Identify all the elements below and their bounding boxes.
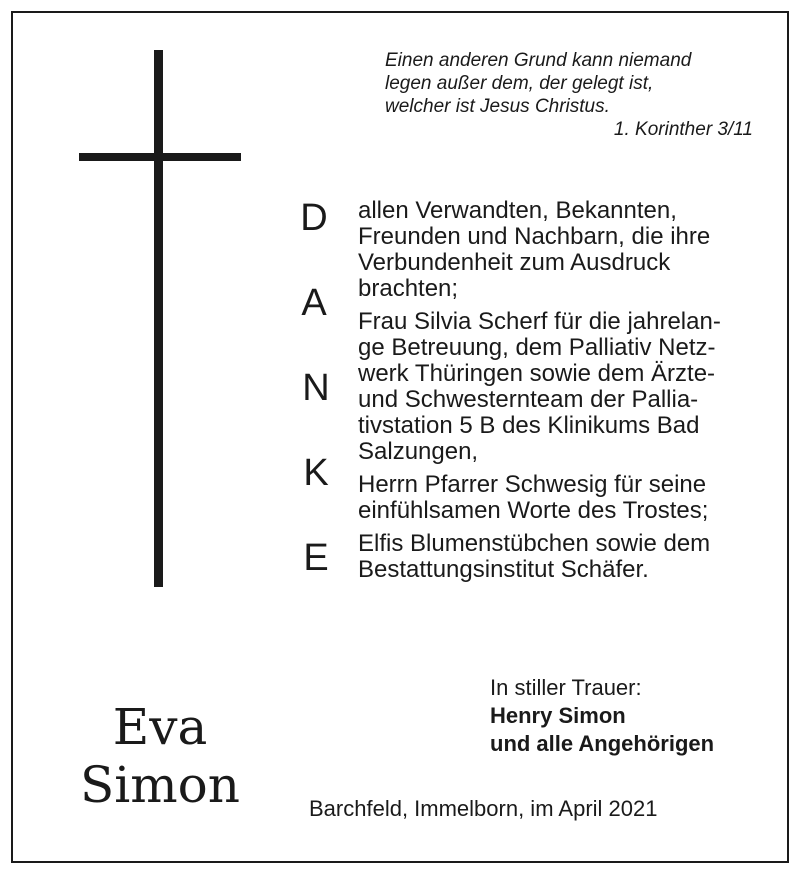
thanks-line: brachten; [358,275,459,302]
deceased-first-name: Eva [112,698,208,756]
deceased-name [60,698,260,814]
deceased-last-name: Simon [80,756,240,814]
thanks-line: Herrn Pfarrer Schwesig für seine [358,471,707,498]
thanks-paragraph [358,198,763,302]
thanks-line: Salzungen, [358,438,479,465]
mourner-family: und alle Angehörigen [490,731,715,756]
verse-line: welcher ist Jesus Christus. [385,96,610,117]
thanks-line: Bestattungsinstitut Schäfer. [358,556,649,583]
verse-line: Einen anderen Grund kann niemand [385,50,692,71]
verse-reference: 1. Korinther 3/11 [613,119,753,140]
cross-horizontal-bar [79,153,241,161]
thanks-line: ge Betreuung, dem Palliativ Netz- [358,334,716,361]
thanks-line: Freunden und Nachbarn, die ihre [358,223,711,250]
thanks-line: tivstation 5 B des Klinikums Bad [358,412,700,439]
thanks-line: Verbundenheit zum Ausdruck [358,249,671,276]
bible-verse [385,49,755,141]
mourners-intro: In stiller Trauer: [490,675,642,700]
danke-letter-d: D [300,197,328,239]
thanks-paragraph [358,472,763,524]
thanks-line: und Schwesternteam der Pallia- [358,386,699,413]
danke-letter-n: N [302,367,330,409]
danke-letter-e: E [303,537,329,579]
danke-letter-k: K [303,452,329,494]
thanks-text [358,198,763,590]
mourner-name: Henry Simon [490,703,626,728]
thanks-paragraph [358,309,763,465]
thanks-line: allen Verwandten, Bekannten, [358,197,677,224]
cross-vertical-bar [154,50,163,587]
thanks-line: Frau Silvia Scherf für die jahrelan- [358,308,721,335]
thanks-paragraph [358,531,763,583]
mourners-block [490,674,770,758]
thanks-line: werk Thüringen sowie dem Ärzte- [358,360,716,387]
thanks-line: einfühlsamen Worte des Trostes; [358,497,709,524]
place-date: Barchfeld, Immelborn, im April 2021 [309,796,658,821]
verse-line: legen außer dem, der gelegt ist, [385,73,654,94]
thanks-line: Elfis Blumenstübchen sowie dem [358,530,711,557]
danke-letter-a: A [301,282,327,324]
